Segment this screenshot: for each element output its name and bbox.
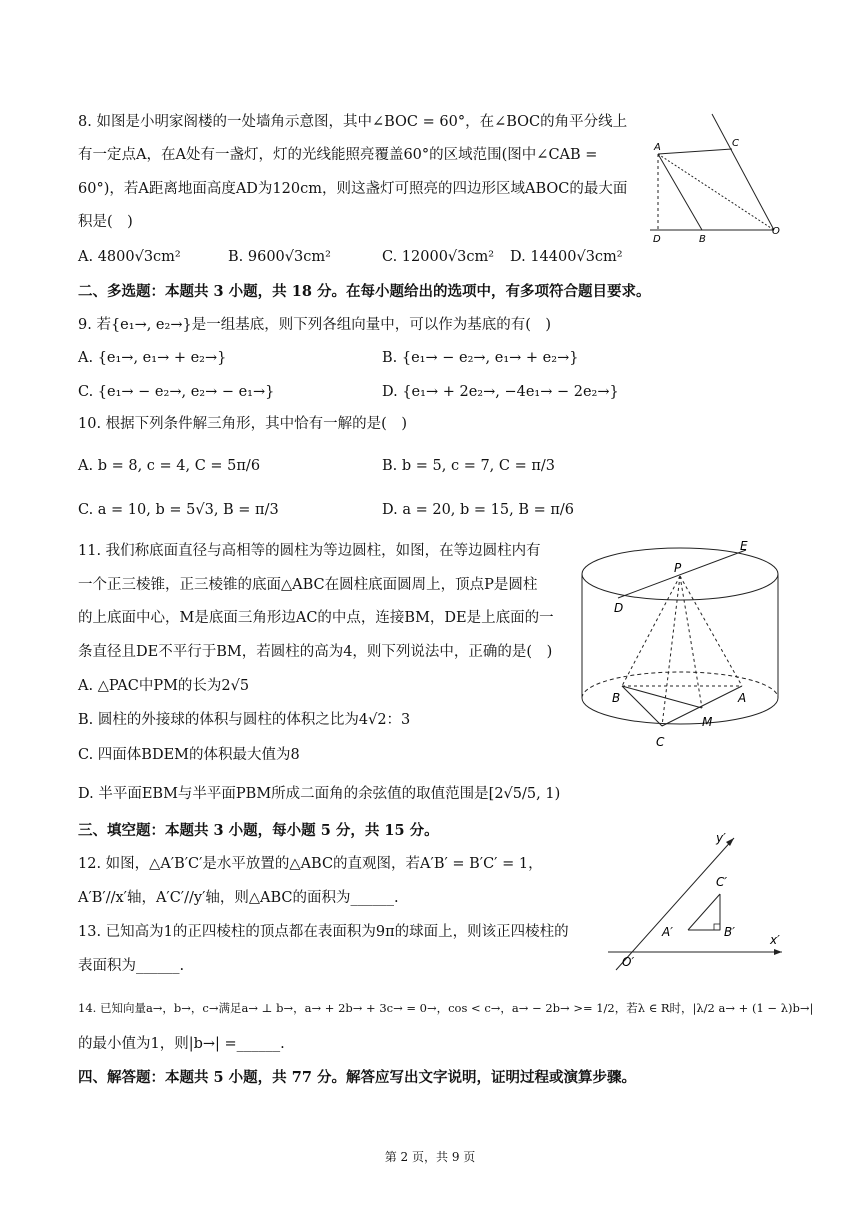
q12-label-x: x′ <box>770 933 780 947</box>
q11-label-b: B <box>612 691 621 705</box>
q11-line-2: 一个正三棱锥，正三棱锥的底面△ABC在圆柱底面圆周上，顶点P是圆柱 <box>78 577 538 593</box>
q12-line-2: A′B′//x′轴，A′C′//y′轴，则△ABC的面积为______. <box>78 890 399 906</box>
q14-line-1: 14. 已知向量a→，b→，c→满足a→ ⊥ b→，a→ + 2b→ + 3c→ = 0→，cos < c→，a→ − 2b→ >= 1/2，若λ ∈ R时，|λ/2 a→ + (1 − λ)b→| <box>78 1001 814 1015</box>
q12-figure <box>594 824 790 974</box>
q10-option-d: D. a = 20, b = 15, B = π/6 <box>382 502 574 518</box>
q13-line-1: 13. 已知高为1的正四棱柱的顶点都在表面积为9π的球面上，则该正四棱柱的 <box>78 924 569 940</box>
q8-label-o: O <box>772 226 780 237</box>
q10-option-c: C. a = 10, b = 5√3, B = π/3 <box>78 502 279 518</box>
q8-option-d: D. 14400√3cm² <box>510 249 623 265</box>
q8-option-c: C. 12000√3cm² <box>382 249 495 265</box>
q12-label-c: C′ <box>716 875 728 889</box>
q9-option-b: B. {e₁→ − e₂→, e₁→ + e₂→} <box>382 350 579 366</box>
q8-label-d: D <box>653 234 661 245</box>
q8-figure <box>640 104 790 254</box>
q13-line-2: 表面积为______. <box>78 958 185 974</box>
q11-label-d: D <box>614 601 624 615</box>
q8-line-2: 有一定点A，在A处有一盏灯，灯的光线能照亮覆盖60°的区域范围(图中∠CAB = <box>78 147 598 163</box>
q11-label-e: E <box>740 539 748 553</box>
q8-label-b: B <box>699 234 706 245</box>
q11-line-3: 的上底面中心，M是底面三角形边AC的中点，连接BM，DE是上底面的一 <box>78 610 554 626</box>
page-footer: 第 2 页，共 9 页 <box>384 1150 476 1164</box>
q10-stem: 10. 根据下列条件解三角形，其中恰有一解的是( ) <box>78 416 407 432</box>
q12-label-a: A′ <box>662 925 673 939</box>
q8-option-a: A. 4800√3cm² <box>78 249 181 265</box>
q11-option-a: A. △PAC中PM的长为2√5 <box>78 678 250 694</box>
q10-option-b: B. b = 5, c = 7, C = π/3 <box>382 458 556 474</box>
q12-line-1: 12. 如图，△A′B′C′是水平放置的△ABC的直观图，若A′B′ = B′C′ = 1， <box>78 856 543 872</box>
q9-option-d: D. {e₁→ + 2e₂→, −4e₁→ − 2e₂→} <box>382 384 619 400</box>
q8-line-4: 积是( ) <box>78 214 133 230</box>
q14-line-2: 的最小值为1，则|b→| =______. <box>78 1036 285 1052</box>
q12-label-b: B′ <box>724 925 735 939</box>
q11-option-c: C. 四面体BDEM的体积最大值为8 <box>78 747 300 763</box>
q11-line-1: 11. 我们称底面直径与高相等的圆柱为等边圆柱，如图，在等边圆柱内有 <box>78 543 541 559</box>
q9-option-a: A. {e₁→, e₁→ + e₂→} <box>78 350 227 366</box>
q9-stem: 9. 若{e₁→, e₂→}是一组基底，则下列各组向量中，可以作为基底的有( ) <box>78 317 552 333</box>
q8-line-1: 8. 如图是小明家阁楼的一处墙角示意图，其中∠BOC = 60°，在∠BOC的角平分线上 <box>78 114 628 130</box>
q11-label-a: A <box>738 691 747 705</box>
q11-option-d: D. 半平面EBM与半平面PBM所成二面角的余弦值的取值范围是[2√5/5, 1) <box>78 786 561 802</box>
q12-label-y: y′ <box>716 831 726 845</box>
q8-label-a: A <box>654 142 661 153</box>
q9-option-c: C. {e₁→ − e₂→, e₂→ − e₁→} <box>78 384 275 400</box>
q11-option-b: B. 圆柱的外接球的体积与圆柱的体积之比为4√2：3 <box>78 712 411 728</box>
q11-line-4: 条直径且DE不平行于BM，若圆柱的高为4，则下列说法中，正确的是( ) <box>78 644 553 660</box>
section-3-heading: 三、填空题：本题共 3 小题，每小题 5 分，共 15 分。 <box>78 822 439 839</box>
q11-label-c: C <box>656 735 665 749</box>
q10-option-a: A. b = 8, c = 4, C = 5π/6 <box>78 458 261 474</box>
q11-label-p: P <box>674 561 682 575</box>
q8-label-c: C <box>732 138 739 149</box>
q11-label-m: M <box>702 715 713 729</box>
q8-line-3: 60°)，若A距离地面高度AD为120cm，则这盏灯可照亮的四边形区域ABOC的最大面 <box>78 181 628 197</box>
q11-cylinder-figure <box>578 536 784 756</box>
section-4-heading: 四、解答题：本题共 5 小题，共 77 分。解答应写出文字说明，证明过程或演算步骤。 <box>78 1069 636 1086</box>
q12-label-o: O′ <box>622 955 635 969</box>
section-2-heading: 二、多选题：本题共 3 小题，共 18 分。在每小题给出的选项中，有多项符合题目要求。 <box>78 283 651 300</box>
q8-option-b: B. 9600√3cm² <box>228 249 331 265</box>
